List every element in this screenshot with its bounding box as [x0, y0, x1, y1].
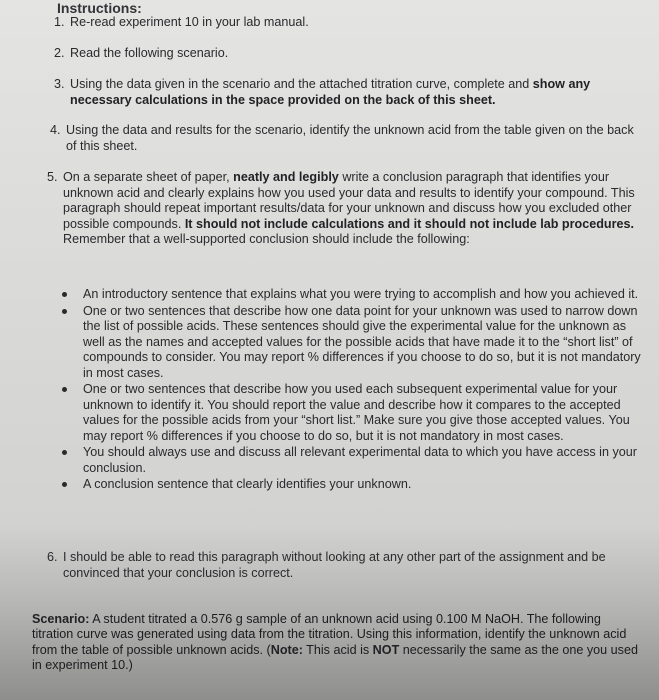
- item-text: Using the data given in the scenario and the attached titration curve, complete and: [70, 77, 533, 91]
- instruction-item-5: [47, 170, 648, 248]
- item-number: 6.: [47, 550, 58, 564]
- bullet-dot: [62, 482, 67, 487]
- item-bold-text: It should not include calculations and it should not include lab procedures.: [184, 216, 635, 231]
- bullet-dot: [62, 309, 67, 314]
- instruction-item-3: [54, 77, 646, 108]
- item-bold-text: show any necessary calculations in the space provided on the back of this sheet.: [70, 77, 591, 107]
- list-item: One or two sentences that describe how one data point for your unknown was used to narrow down the list of possible acids. These sentences should give the experimental value for the unknown as well as the names and accepted values for the possible acids that have made it to the “short list” of compounds to consider. You may report % differences if you choose to do so, but it is not mandatory in most cases.: [62, 304, 648, 382]
- item-number: 3.: [54, 77, 65, 91]
- bullet-dot: [62, 292, 67, 297]
- scenario-paragraph: Scenario: A student titrated a 0.576 g sample of an unknown acid using 0.100 M NaOH. The following titration curve was generated using data from the titration. Using this information, identify the unknown acid from the table of possible unknown acids. (Note: This acid is NOT necessarily the same as the one you used in experiment 10.): [32, 612, 638, 672]
- bullet-dot: [62, 450, 67, 455]
- item-text: write a conclusion paragraph that identifies your unknown acid and clearly explains how you used your data and results to identify your compound. This paragraph should repeat important results/data for your unknown and discuss how you excluded other possible compounds.: [63, 170, 635, 231]
- item-number: 4.: [50, 123, 61, 137]
- item-text: Re-read experiment 10 in your lab manual.: [70, 15, 309, 29]
- bullet-dot: [62, 387, 67, 392]
- instruction-item-1: [54, 15, 644, 31]
- note-label: Note:: [270, 642, 303, 657]
- scenario-label: Scenario:: [32, 612, 90, 626]
- list-item: One or two sentences that describe how you used each subsequent experimental value for your unknown to identify it. You should report the value and describe how it compares to the accepted values for the possible acids from your “short list.” Make sure you give those accepted values. You may report % differences if you choose to do so, but it is not mandatory in most cases.: [62, 382, 648, 444]
- item-text: Remember that a well-supported conclusion should include the following:: [63, 232, 470, 247]
- item-number: 2.: [54, 46, 65, 60]
- item-text: Read the following scenario.: [70, 46, 229, 60]
- item-bold-text: neatly and legibly: [233, 170, 339, 184]
- instruction-item-6: [47, 550, 647, 581]
- list-item: An introductory sentence that explains what you were trying to accomplish and how you achieved it.: [62, 287, 648, 303]
- list-item: You should always use and discuss all relevant experimental data to which you have access in your conclusion.: [62, 445, 648, 476]
- instruction-item-2: [54, 46, 644, 62]
- instructions-heading: Instructions:: [57, 0, 142, 16]
- item-text: I should be able to read this paragraph without looking at any other part of the assignment and be convinced that your conclusion is correct.: [63, 550, 606, 580]
- not-emphasis: NOT: [372, 642, 400, 657]
- item-number: 1.: [54, 15, 65, 29]
- instruction-item-4: [50, 123, 646, 154]
- list-item: A conclusion sentence that clearly identifies your unknown.: [62, 477, 648, 493]
- item-text: On a separate sheet of paper,: [63, 170, 234, 184]
- conclusion-checklist: [62, 287, 648, 493]
- item-text: Using the data and results for the scenario, identify the unknown acid from the table given on the back of this sheet.: [66, 123, 634, 153]
- item-number: 5.: [47, 170, 58, 184]
